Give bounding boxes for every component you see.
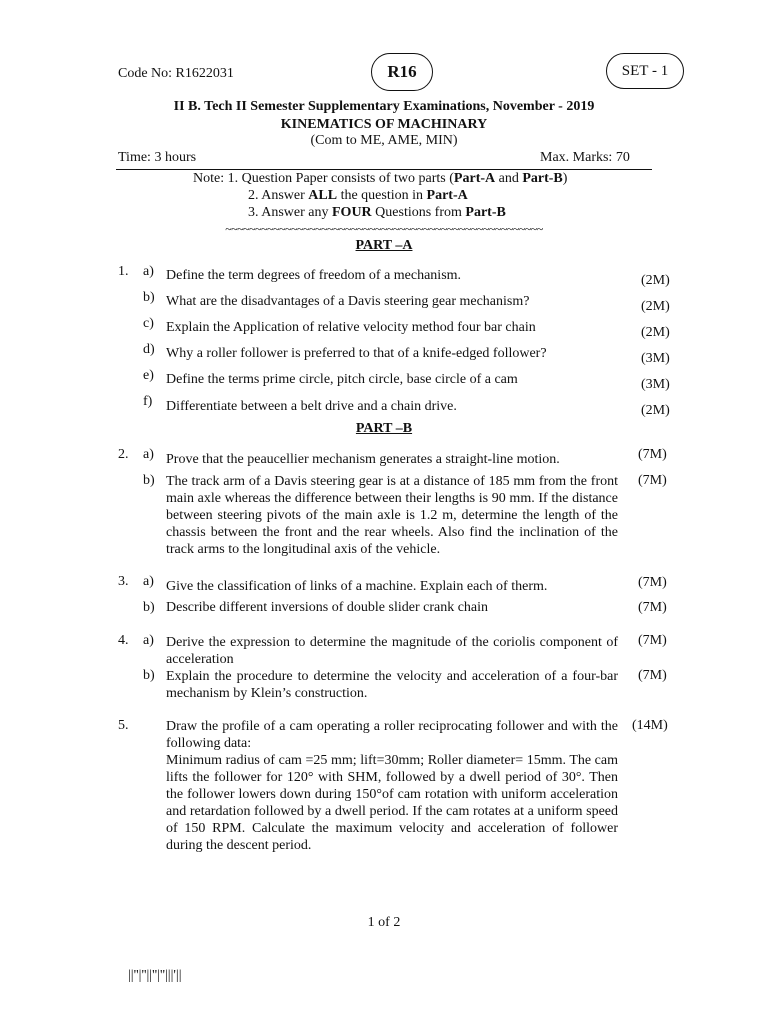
page-number: 1 of 2	[367, 915, 401, 930]
question-text: Define the terms prime circle, pitch circle, base circle of a cam	[166, 372, 518, 387]
question-marks: (7M)	[638, 600, 667, 615]
sub-label: f)	[143, 394, 153, 409]
question-number: 1.	[118, 264, 129, 279]
question-text: Differentiate between a belt drive and a chain drive.	[166, 399, 457, 414]
question-text: Why a roller follower is preferred to that of a knife-edged follower?	[166, 346, 547, 361]
question-text: Draw the profile of a cam operating a roller reciprocating follower and with the following data:	[166, 719, 618, 751]
question-marks: (7M)	[638, 575, 667, 590]
note-1: Note: 1. Question Paper consists of two parts (Part-A and Part-B)	[193, 171, 568, 186]
question-number: 4.	[118, 633, 129, 648]
sub-label: d)	[143, 342, 155, 357]
question-marks: (7M)	[638, 473, 667, 488]
question-text: Prove that the peaucellier mechanism generates a straight-line motion.	[166, 452, 560, 467]
question-text: The track arm of a Davis steering gear is at a distance of 185 mm from the front main axle whereas the difference between their lengths is 90 mm. If the distance between steering pivots of the main axle is 1.2 m, determine the length of the chassis between the front and the rear wheels. Also find the inclination of the track arms to the longitudinal axis of the vehicle.	[166, 474, 618, 557]
exam-title: II B. Tech II Semester Supplementary Examinations, November - 2019	[173, 99, 595, 114]
question-text: Define the term degrees of freedom of a mechanism.	[166, 268, 462, 283]
sub-label: c)	[143, 316, 154, 331]
sub-label: e)	[143, 368, 154, 383]
sub-label: a)	[143, 447, 154, 462]
question-marks: (14M)	[632, 718, 668, 733]
sub-label: b)	[143, 668, 155, 683]
note-2: 2. Answer ALL the question in Part-A	[248, 188, 468, 203]
sub-label: a)	[143, 633, 154, 648]
question-number: 2.	[118, 447, 129, 462]
subject-title: KINEMATICS OF MACHINARY	[280, 117, 488, 132]
part-a-heading: PART –A	[355, 238, 413, 253]
question-text: What are the disadvantages of a Davis steering gear mechanism?	[166, 294, 530, 309]
sub-label: b)	[143, 473, 155, 488]
set-badge: SET - 1	[606, 53, 684, 89]
question-text: Minimum radius of cam =25 mm; lift=30mm; Roller diameter= 15mm. The cam lifts the follower for 120° with SHM, followed by a dwell period of 30°. Then the follower lowers down during 150°of cam rotation with uniform acceleration and retardation followed by a dwell period. If the cam rotates at a uniform speed of 150 RPM. Calculate the maximum velocity and acceleration of follower during the descent period.	[166, 753, 618, 853]
max-marks: Max. Marks: 70	[540, 150, 630, 165]
question-marks: (7M)	[638, 447, 667, 462]
question-text: Describe different inversions of double slider crank chain	[166, 600, 489, 615]
question-marks: (7M)	[638, 633, 667, 648]
question-text: Explain the procedure to determine the velocity and acceleration of a four-bar mechanism by Klein’s construction.	[166, 669, 618, 701]
sub-label: a)	[143, 574, 154, 589]
question-marks: (2M)	[641, 273, 670, 288]
part-b-heading: PART –B	[355, 421, 413, 436]
sub-label: b)	[143, 290, 155, 305]
question-marks: (3M)	[641, 351, 670, 366]
code-number: Code No: R1622031	[118, 66, 234, 81]
sub-label: b)	[143, 600, 155, 615]
time-limit: Time: 3 hours	[118, 150, 197, 165]
regulation-badge: R16	[371, 53, 433, 91]
question-marks: (2M)	[641, 403, 670, 418]
barcode-strip: ||''|''||''|''|||'||	[128, 968, 182, 983]
tilde-divider: ~~~~~~~~~~~~~~~~~~~~~~~~~~~~~~~~~~~~~~~~~~~~~~~~~~~~~	[225, 222, 543, 236]
question-text: Derive the expression to determine the magnitude of the coriolis component of acceleration	[166, 635, 618, 667]
question-text: Give the classification of links of a machine. Explain each of therm.	[166, 579, 548, 594]
question-marks: (2M)	[641, 299, 670, 314]
question-marks: (2M)	[641, 325, 670, 340]
header-divider	[116, 169, 652, 170]
branches: (Com to ME, AME, MIN)	[310, 133, 458, 148]
question-number: 5.	[118, 718, 129, 733]
question-text: Explain the Application of relative velocity method four bar chain	[166, 320, 536, 335]
note-3: 3. Answer any FOUR Questions from Part-B	[248, 205, 506, 220]
sub-label: a)	[143, 264, 154, 279]
question-number: 3.	[118, 574, 129, 589]
question-marks: (3M)	[641, 377, 670, 392]
question-marks: (7M)	[638, 668, 667, 683]
